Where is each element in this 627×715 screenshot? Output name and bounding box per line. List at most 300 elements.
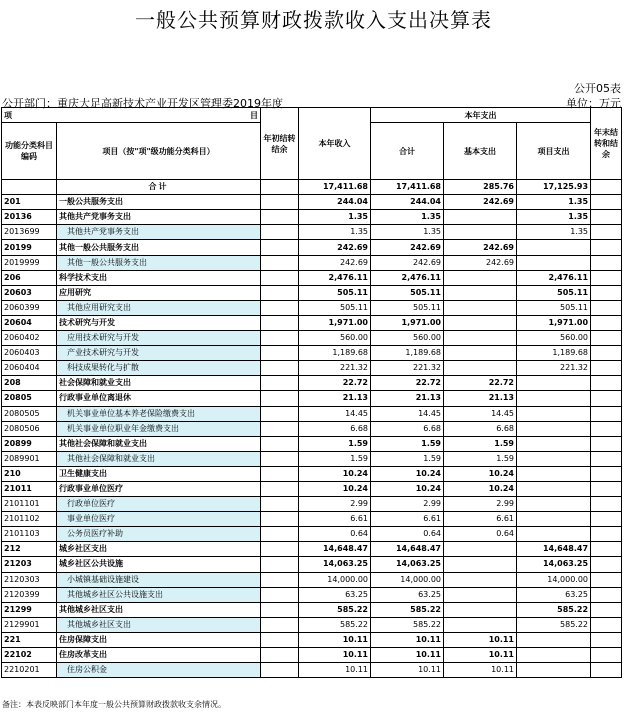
row-project: 585.22 xyxy=(517,602,591,617)
row-end-balance xyxy=(591,210,622,225)
row-code: 2080505 xyxy=(2,406,57,421)
row-end-balance xyxy=(591,270,622,285)
table-row xyxy=(2,346,622,361)
row-name: 卫生健康支出 xyxy=(57,466,261,481)
table-row xyxy=(2,648,622,663)
row-name: 产业技术研究与开发 xyxy=(57,346,261,361)
row-project xyxy=(517,240,591,255)
row-end-balance xyxy=(591,391,622,406)
row-begin-balance xyxy=(261,285,299,300)
row-name: 公务员医疗补助 xyxy=(57,527,261,542)
row-project xyxy=(517,481,591,496)
row-end-balance xyxy=(591,195,622,210)
row-begin-balance xyxy=(261,436,299,451)
row-project: 2,476.11 xyxy=(517,270,591,285)
row-begin-balance xyxy=(261,225,299,240)
row-name: 其他社会保障和就业支出 xyxy=(57,451,261,466)
row-end-balance xyxy=(591,617,622,632)
row-name: 一般公共服务支出 xyxy=(57,195,261,210)
table-row xyxy=(2,617,622,632)
row-name: 行政事业单位医疗 xyxy=(57,481,261,496)
row-name: 其他城乡社区支出 xyxy=(57,617,261,632)
row-begin-balance xyxy=(261,497,299,512)
table-row xyxy=(2,542,622,557)
row-begin-balance xyxy=(261,632,299,647)
row-end-balance xyxy=(591,225,622,240)
row-end-balance xyxy=(591,572,622,587)
row-code: 2060403 xyxy=(2,346,57,361)
table-row xyxy=(2,210,622,225)
row-code: 20604 xyxy=(2,315,57,330)
row-begin-balance xyxy=(261,481,299,496)
row-basic xyxy=(444,587,517,602)
row-begin-balance xyxy=(261,527,299,542)
row-basic: 14.45 xyxy=(444,406,517,421)
row-total: 585.22 xyxy=(371,617,444,632)
table-row xyxy=(2,481,622,496)
row-income: 14,648.47 xyxy=(299,542,371,557)
row-income: 10.11 xyxy=(299,632,371,647)
row-end-balance xyxy=(591,255,622,270)
row-begin-balance xyxy=(261,376,299,391)
table-row xyxy=(2,331,622,346)
row-code: 2060399 xyxy=(2,300,57,315)
table-row xyxy=(2,587,622,602)
row-code: 210 xyxy=(2,466,57,481)
row-income: 14,063.25 xyxy=(299,557,371,572)
row-begin-balance xyxy=(261,270,299,285)
row-basic xyxy=(444,315,517,330)
table-code: 公开05表 xyxy=(574,82,621,95)
row-begin-balance xyxy=(261,255,299,270)
row-basic: 1.59 xyxy=(444,451,517,466)
row-begin-balance xyxy=(261,466,299,481)
row-end-balance xyxy=(591,376,622,391)
row-income: 1.35 xyxy=(299,210,371,225)
row-code: 21299 xyxy=(2,602,57,617)
table-row xyxy=(2,240,622,255)
row-name: 应用研究 xyxy=(57,285,261,300)
row-total: 17,411.68 xyxy=(371,180,444,195)
row-income: 21.13 xyxy=(299,391,371,406)
row-project xyxy=(517,376,591,391)
row-name: 机关事业单位职业年金缴费支出 xyxy=(57,421,261,436)
row-project xyxy=(517,466,591,481)
row-basic: 10.11 xyxy=(444,663,517,678)
row-code: 2060404 xyxy=(2,361,57,376)
table-row xyxy=(2,361,622,376)
row-income: 2,476.11 xyxy=(299,270,371,285)
row-begin-balance xyxy=(261,300,299,315)
row-end-balance xyxy=(591,466,622,481)
row-income: 1.35 xyxy=(299,225,371,240)
row-code: 2120399 xyxy=(2,587,57,602)
row-code: 20136 xyxy=(2,210,57,225)
row-total: 244.04 xyxy=(371,195,444,210)
table-row xyxy=(2,663,622,678)
row-name: 城乡社区公共设施 xyxy=(57,557,261,572)
row-income: 221.32 xyxy=(299,361,371,376)
row-basic: 6.68 xyxy=(444,421,517,436)
row-income: 560.00 xyxy=(299,331,371,346)
row-name: 技术研究与开发 xyxy=(57,315,261,330)
row-code: 20199 xyxy=(2,240,57,255)
row-begin-balance xyxy=(261,331,299,346)
row-code: 2019999 xyxy=(2,255,57,270)
row-total: 10.11 xyxy=(371,663,444,678)
row-basic xyxy=(444,361,517,376)
row-project xyxy=(517,421,591,436)
row-project: 14,000.00 xyxy=(517,572,591,587)
table-row xyxy=(2,466,622,481)
table-row xyxy=(2,391,622,406)
table-row xyxy=(2,315,622,330)
row-name: 住房改革支出 xyxy=(57,648,261,663)
row-project xyxy=(517,497,591,512)
row-code: 206 xyxy=(2,270,57,285)
row-income: 242.69 xyxy=(299,240,371,255)
row-total: 0.64 xyxy=(371,527,444,542)
department-label: 公开部门：重庆大足高新技术产业开发区管理委2019年度 xyxy=(2,97,283,110)
row-total: 63.25 xyxy=(371,587,444,602)
header-income: 本年收入 xyxy=(299,108,371,180)
row-end-balance xyxy=(591,587,622,602)
row-basic xyxy=(444,542,517,557)
row-end-balance xyxy=(591,240,622,255)
row-begin-balance xyxy=(261,210,299,225)
table-row xyxy=(2,436,622,451)
row-name: 住房保障支出 xyxy=(57,632,261,647)
row-begin-balance xyxy=(261,240,299,255)
row-income: 10.11 xyxy=(299,663,371,678)
table-row xyxy=(2,270,622,285)
row-code: 2101101 xyxy=(2,497,57,512)
table-row xyxy=(2,451,622,466)
row-basic xyxy=(444,331,517,346)
row-total: 560.00 xyxy=(371,331,444,346)
budget-table xyxy=(1,107,622,678)
table-row xyxy=(2,632,622,647)
row-code: 2129901 xyxy=(2,617,57,632)
row-project: 17,125.93 xyxy=(517,180,591,195)
table-row xyxy=(2,497,622,512)
table-row xyxy=(2,527,622,542)
row-basic: 6.61 xyxy=(444,512,517,527)
row-name: 其他社会保障和就业支出 xyxy=(57,436,261,451)
row-project: 585.22 xyxy=(517,617,591,632)
row-project: 1.35 xyxy=(517,225,591,240)
row-code: 2089901 xyxy=(2,451,57,466)
row-code: 2210201 xyxy=(2,663,57,678)
row-income: 10.24 xyxy=(299,481,371,496)
row-code: 2080506 xyxy=(2,421,57,436)
row-name: 合计 xyxy=(57,180,261,195)
row-project: 1.35 xyxy=(517,210,591,225)
row-project: 505.11 xyxy=(517,285,591,300)
row-end-balance xyxy=(591,648,622,663)
row-name: 其他应用研究支出 xyxy=(57,300,261,315)
row-project xyxy=(517,632,591,647)
row-total: 242.69 xyxy=(371,240,444,255)
table-row xyxy=(2,255,622,270)
row-total: 21.13 xyxy=(371,391,444,406)
row-income: 14.45 xyxy=(299,406,371,421)
row-basic xyxy=(444,210,517,225)
row-project: 1.35 xyxy=(517,195,591,210)
header-item: 项 xyxy=(4,110,12,120)
header-expense-group: 本年支出 xyxy=(371,108,591,123)
row-total: 6.61 xyxy=(371,512,444,527)
row-name: 其他城乡社区支出 xyxy=(57,602,261,617)
row-income: 63.25 xyxy=(299,587,371,602)
row-name: 机关事业单位基本养老保险缴费支出 xyxy=(57,406,261,421)
row-total: 2,476.11 xyxy=(371,270,444,285)
row-name: 其他一般公共服务支出 xyxy=(57,255,261,270)
row-name: 住房公积金 xyxy=(57,663,261,678)
row-name: 其他共产党事务支出 xyxy=(57,210,261,225)
row-begin-balance xyxy=(261,421,299,436)
row-code: 212 xyxy=(2,542,57,557)
row-code: 2101103 xyxy=(2,527,57,542)
row-project xyxy=(517,391,591,406)
row-basic: 1.59 xyxy=(444,436,517,451)
row-name: 科学技术支出 xyxy=(57,270,261,285)
row-income: 505.11 xyxy=(299,300,371,315)
row-begin-balance xyxy=(261,648,299,663)
header-item-mu xyxy=(2,108,261,123)
row-project: 14,063.25 xyxy=(517,557,591,572)
row-project xyxy=(517,512,591,527)
row-income: 585.22 xyxy=(299,617,371,632)
row-total: 505.11 xyxy=(371,285,444,300)
row-name: 城乡社区支出 xyxy=(57,542,261,557)
row-begin-balance xyxy=(261,602,299,617)
row-total: 1.59 xyxy=(371,436,444,451)
row-name: 行政单位医疗 xyxy=(57,497,261,512)
row-code: 201 xyxy=(2,195,57,210)
table-row xyxy=(2,602,622,617)
row-total: 6.68 xyxy=(371,421,444,436)
row-begin-balance xyxy=(261,315,299,330)
table-row xyxy=(2,300,622,315)
row-income: 6.61 xyxy=(299,512,371,527)
header-item-name: 项目（按"项"级功能分类科目） xyxy=(57,123,261,180)
row-basic: 10.24 xyxy=(444,466,517,481)
row-basic xyxy=(444,617,517,632)
row-begin-balance xyxy=(261,512,299,527)
row-basic: 242.69 xyxy=(444,255,517,270)
table-row xyxy=(2,421,622,436)
row-end-balance xyxy=(591,300,622,315)
row-code: 2101102 xyxy=(2,512,57,527)
row-total: 221.32 xyxy=(371,361,444,376)
row-income: 0.64 xyxy=(299,527,371,542)
row-total: 14,648.47 xyxy=(371,542,444,557)
row-project: 505.11 xyxy=(517,300,591,315)
row-total: 585.22 xyxy=(371,602,444,617)
row-income: 244.04 xyxy=(299,195,371,210)
row-basic: 2.99 xyxy=(444,497,517,512)
row-end-balance xyxy=(591,421,622,436)
header-project: 项目支出 xyxy=(517,123,591,180)
row-name: 科技成果转化与扩散 xyxy=(57,361,261,376)
row-basic xyxy=(444,285,517,300)
row-total: 505.11 xyxy=(371,300,444,315)
row-end-balance xyxy=(591,285,622,300)
header-total: 合计 xyxy=(371,123,444,180)
row-project: 14,648.47 xyxy=(517,542,591,557)
row-total: 1.59 xyxy=(371,451,444,466)
row-end-balance xyxy=(591,557,622,572)
row-project: 1,189.68 xyxy=(517,346,591,361)
table-row xyxy=(2,180,622,195)
row-end-balance xyxy=(591,542,622,557)
row-end-balance xyxy=(591,497,622,512)
row-name: 事业单位医疗 xyxy=(57,512,261,527)
row-begin-balance xyxy=(261,557,299,572)
header-begin-balance: 年初结转结余 xyxy=(261,108,299,180)
row-name: 应用技术研究与开发 xyxy=(57,331,261,346)
row-code: 22102 xyxy=(2,648,57,663)
row-basic: 0.64 xyxy=(444,527,517,542)
row-income: 505.11 xyxy=(299,285,371,300)
row-project xyxy=(517,255,591,270)
row-begin-balance xyxy=(261,663,299,678)
row-name: 其他一般公共服务支出 xyxy=(57,240,261,255)
row-end-balance xyxy=(591,406,622,421)
row-basic: 242.69 xyxy=(444,240,517,255)
row-income: 585.22 xyxy=(299,602,371,617)
row-total: 10.11 xyxy=(371,648,444,663)
row-total: 10.24 xyxy=(371,466,444,481)
row-basic xyxy=(444,557,517,572)
row-project: 221.32 xyxy=(517,361,591,376)
row-code: 21203 xyxy=(2,557,57,572)
row-name: 小城镇基础设施建设 xyxy=(57,572,261,587)
row-basic xyxy=(444,225,517,240)
row-end-balance xyxy=(591,512,622,527)
row-total: 1,971.00 xyxy=(371,315,444,330)
row-total: 10.11 xyxy=(371,632,444,647)
row-begin-balance xyxy=(261,542,299,557)
row-begin-balance xyxy=(261,361,299,376)
row-basic: 21.13 xyxy=(444,391,517,406)
row-total: 14,063.25 xyxy=(371,557,444,572)
row-income: 22.72 xyxy=(299,376,371,391)
row-name: 行政事业单位离退休 xyxy=(57,391,261,406)
header-basic: 基本支出 xyxy=(444,123,517,180)
row-code: 21011 xyxy=(2,481,57,496)
row-total: 14.45 xyxy=(371,406,444,421)
row-code: 208 xyxy=(2,376,57,391)
row-end-balance xyxy=(591,481,622,496)
row-income: 10.24 xyxy=(299,466,371,481)
row-basic xyxy=(444,346,517,361)
table-row xyxy=(2,285,622,300)
row-begin-balance xyxy=(261,346,299,361)
row-code: 2120303 xyxy=(2,572,57,587)
row-income: 1.59 xyxy=(299,436,371,451)
header-func-code: 功能分类科目编码 xyxy=(2,123,57,180)
row-project xyxy=(517,406,591,421)
table-body xyxy=(2,180,622,678)
row-code: 20805 xyxy=(2,391,57,406)
table-row xyxy=(2,557,622,572)
row-begin-balance xyxy=(261,406,299,421)
table-row xyxy=(2,512,622,527)
row-name: 其他共产党事务支出 xyxy=(57,225,261,240)
row-begin-balance xyxy=(261,195,299,210)
header-end-balance: 年末结转和结余 xyxy=(591,108,622,180)
table-row xyxy=(2,376,622,391)
row-income: 10.11 xyxy=(299,648,371,663)
row-project xyxy=(517,436,591,451)
row-end-balance xyxy=(591,315,622,330)
row-name: 社会保障和就业支出 xyxy=(57,376,261,391)
table-row xyxy=(2,195,622,210)
row-basic xyxy=(444,572,517,587)
row-end-balance xyxy=(591,180,622,195)
row-code: 20603 xyxy=(2,285,57,300)
row-begin-balance xyxy=(261,617,299,632)
row-code: 20899 xyxy=(2,436,57,451)
row-end-balance xyxy=(591,663,622,678)
unit-label: 单位：万元 xyxy=(566,97,621,110)
row-total: 2.99 xyxy=(371,497,444,512)
row-basic xyxy=(444,270,517,285)
row-begin-balance xyxy=(261,587,299,602)
row-income: 1,189.68 xyxy=(299,346,371,361)
row-begin-balance xyxy=(261,451,299,466)
row-total: 14,000.00 xyxy=(371,572,444,587)
row-basic: 22.72 xyxy=(444,376,517,391)
row-basic: 10.11 xyxy=(444,632,517,647)
row-income: 14,000.00 xyxy=(299,572,371,587)
footnote: 备注：本表反映部门本年度一般公共预算财政拨款收支余情况。 xyxy=(2,700,226,709)
row-income: 17,411.68 xyxy=(299,180,371,195)
row-total: 1.35 xyxy=(371,225,444,240)
row-total: 1.35 xyxy=(371,210,444,225)
row-end-balance xyxy=(591,346,622,361)
row-end-balance xyxy=(591,632,622,647)
table-row xyxy=(2,572,622,587)
row-basic xyxy=(444,300,517,315)
row-code: 2013699 xyxy=(2,225,57,240)
row-total: 242.69 xyxy=(371,255,444,270)
row-income: 6.68 xyxy=(299,421,371,436)
row-project: 1,971.00 xyxy=(517,315,591,330)
page-title: 一般公共预算财政拨款收入支出决算表 xyxy=(135,8,492,32)
row-code xyxy=(2,180,57,195)
row-code: 221 xyxy=(2,632,57,647)
row-project: 63.25 xyxy=(517,587,591,602)
table-row xyxy=(2,225,622,240)
row-end-balance xyxy=(591,451,622,466)
row-name: 其他城乡社区公共设施支出 xyxy=(57,587,261,602)
row-income: 242.69 xyxy=(299,255,371,270)
row-end-balance xyxy=(591,436,622,451)
header-mu: 目 xyxy=(250,110,258,120)
row-income: 1.59 xyxy=(299,451,371,466)
row-total: 22.72 xyxy=(371,376,444,391)
row-code: 2060402 xyxy=(2,331,57,346)
row-income: 1,971.00 xyxy=(299,315,371,330)
row-begin-balance xyxy=(261,572,299,587)
row-project xyxy=(517,527,591,542)
row-income: 2.99 xyxy=(299,497,371,512)
row-begin-balance xyxy=(261,180,299,195)
row-basic: 10.11 xyxy=(444,648,517,663)
